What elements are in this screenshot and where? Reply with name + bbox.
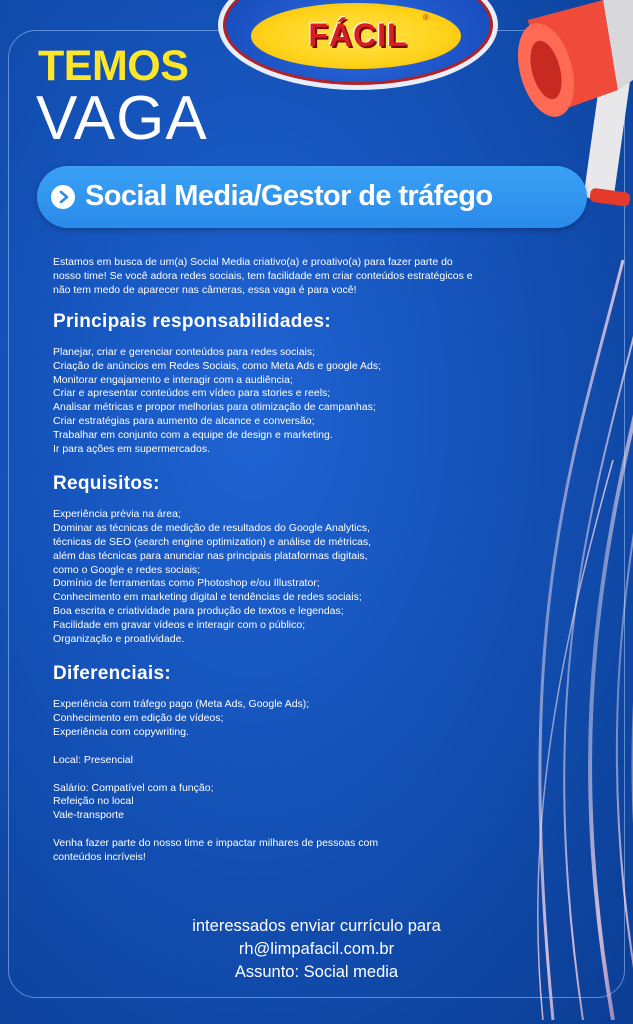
chevron-right-circle-icon [51, 185, 75, 209]
differentials-list [53, 698, 493, 739]
responsibilities-heading: Principais responsabilidades: [53, 311, 331, 332]
apply-text: interessados enviar currículo para [192, 917, 441, 935]
job-description [53, 255, 493, 865]
benefits-list [53, 782, 493, 823]
apply-email[interactable]: rh@limpafacil.com.br [238, 940, 395, 958]
list-item: como o Google e redes sociais; [53, 563, 201, 576]
list-item: Vale-transporte [53, 809, 125, 822]
work-location [53, 754, 493, 768]
list-item: Refeição no local [53, 795, 134, 808]
location-text: Local: Presencial [53, 753, 133, 766]
closing-line: Venha fazer parte do nosso time e impactar milhares de pessoas com [53, 836, 379, 849]
requirements-list [53, 508, 493, 646]
closing-message [53, 837, 493, 865]
list-item: Analisar métricas e propor melhorias para otimização de campanhas; [53, 401, 376, 414]
list-item: Experiência prévia na área; [53, 508, 181, 521]
apply-subject: Assunto: Social media [234, 963, 399, 981]
intro-paragraph: Estamos em busca de um(a) Social Media criativo(a) e proativo(a) para fazer parte do nosso time! Se você adora redes sociais, tem facilidade em criar conteúdos estratégicos e não tem medo de aparecer nas câmeras, essa vaga é para você! [53, 256, 473, 296]
position-title: Social Media/Gestor de tráfego [85, 180, 493, 212]
list-item: técnicas de SEO (search engine optimization) e análise de métricas, [53, 535, 372, 548]
position-banner [37, 166, 587, 228]
requirements-heading: Requisitos: [53, 473, 160, 495]
list-item: Dominar as técnicas de medição de resultados do Google Analytics, [53, 522, 370, 535]
application-instructions [0, 915, 633, 984]
list-item: Domínio de ferramentas como Photoshop e/ou Illustrator; [53, 577, 320, 590]
list-item: Organização e proatividade. [53, 632, 185, 645]
differentials-heading: Diferenciais: [53, 663, 171, 685]
list-item: Monitorar engajamento e interagir com a audiência; [53, 373, 293, 386]
closing-line: conteúdos incríveis! [53, 850, 146, 863]
list-item: Trabalhar em conjunto com a equipe de design e marketing. [53, 428, 333, 441]
list-item: Salário: Compatível com a função; [53, 781, 214, 794]
list-item: Criar e apresentar conteúdos em vídeo para stories e reels; [53, 387, 331, 400]
list-item: Boa escrita e criatividade para produção de textos e legendas; [53, 604, 344, 617]
logo-registered-mark: ® [423, 13, 429, 22]
list-item: Experiência com copywriting. [53, 725, 189, 738]
headline-temos: TEMOS [38, 42, 189, 90]
list-item: além das técnicas para anunciar nas principais plataformas digitais, [53, 549, 368, 562]
list-item: Conhecimento em marketing digital e tendências de redes sociais; [53, 591, 362, 604]
list-item: Ir para ações em supermercados. [53, 442, 210, 455]
headline-vaga: VAGA [36, 84, 208, 153]
logo-text: FÁCIL [308, 17, 408, 53]
responsibilities-list [53, 346, 493, 456]
list-item: Facilidade em gravar vídeos e interagir com o público; [53, 618, 306, 631]
list-item: Planejar, criar e gerenciar conteúdos para redes sociais; [53, 346, 316, 358]
list-item: Conhecimento em edição de vídeos; [53, 712, 224, 725]
list-item: Experiência com tráfego pago (Meta Ads, Google Ads); [53, 698, 310, 711]
list-item: Criar estratégias para aumento de alcance e conversão; [53, 414, 315, 427]
list-item: Criação de anúncios em Redes Sociais, como Meta Ads e google Ads; [53, 359, 382, 372]
